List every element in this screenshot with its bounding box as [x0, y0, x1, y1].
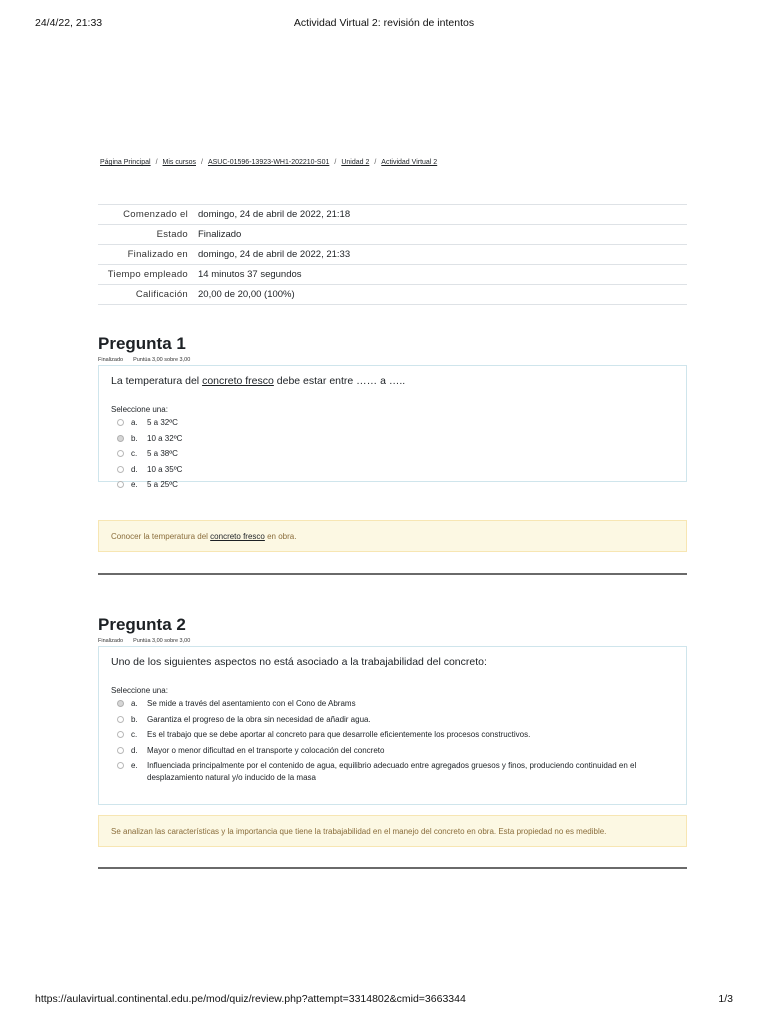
summary-row-state: [98, 225, 687, 245]
radio-button[interactable]: [117, 419, 124, 426]
summary-label: Finalizado en: [127, 249, 188, 260]
question-box: [98, 646, 687, 805]
answer-option[interactable]: [111, 433, 674, 449]
radio-button[interactable]: [117, 435, 124, 442]
question-text: Uno de los siguientes aspectos no está asociado a la trabajabilidad del concreto:: [111, 656, 487, 668]
answer-letter: b.: [131, 433, 138, 443]
answer-prompt: Seleccione una:: [111, 686, 168, 695]
answer-option[interactable]: [111, 714, 674, 730]
question-1: [98, 333, 687, 489]
radio-button[interactable]: [117, 481, 124, 488]
question-text-part: debe estar entre …… a …..: [273, 375, 406, 387]
question-status: Finalizado: [98, 357, 124, 363]
answer-letter: b.: [131, 714, 138, 724]
breadcrumb-course-link[interactable]: ASUC-01596-13923-WH1-202210-S01: [207, 159, 330, 166]
answer-list: [111, 698, 674, 784]
answer-list: [111, 417, 674, 495]
feedback-text-part: en obra.: [264, 531, 297, 541]
answer-text: 10 a 32ºC: [147, 433, 183, 443]
question-score: Puntúa 3,00 sobre 3,00: [133, 357, 191, 363]
question-feedback: [98, 520, 687, 552]
answer-text: Mayor o menor dificultad en el transporte y colocación del concreto: [147, 745, 385, 755]
answer-option[interactable]: [111, 698, 674, 714]
answer-text: Es el trabajo que se debe aportar al concreto para que desarrolle eficientemente los procesos constructivos.: [147, 730, 531, 739]
glossary-link[interactable]: concreto fresco: [210, 531, 265, 541]
radio-button[interactable]: [117, 450, 124, 457]
summary-label: Tiempo empleado: [107, 269, 188, 280]
summary-row-started: [98, 205, 687, 225]
question-title: Pregunta 2: [98, 615, 186, 634]
question-box: [98, 365, 687, 489]
summary-value: 20,00 de 20,00 (100%): [198, 289, 295, 300]
question-divider: [98, 867, 687, 869]
summary-value: 14 minutos 37 segundos: [198, 269, 302, 280]
answer-text: Se mide a través del asentamiento con el Cono de Abrams: [147, 699, 356, 708]
question-status: Finalizado: [98, 638, 124, 644]
breadcrumb: [100, 159, 437, 166]
radio-button[interactable]: [117, 762, 124, 769]
answer-option[interactable]: [111, 417, 674, 433]
breadcrumb-my-courses-link[interactable]: Mis cursos: [162, 159, 196, 166]
print-footer: [35, 993, 733, 1005]
feedback-text-part: Conocer la temperatura del: [111, 531, 211, 541]
answer-text: 5 a 32ºC: [147, 418, 178, 427]
answer-option[interactable]: [111, 448, 674, 464]
answer-letter: d.: [131, 745, 138, 755]
answer-letter: a.: [131, 418, 138, 427]
summary-label: Calificación: [135, 289, 188, 300]
answer-option[interactable]: [111, 479, 674, 495]
question-info: [98, 636, 687, 646]
answer-option[interactable]: [111, 760, 674, 784]
breadcrumb-separator: /: [334, 159, 337, 166]
print-url: https://aulavirtual.continental.edu.pe/mod/quiz/review.php?attempt=3314802&cmid=3663344: [35, 993, 466, 1005]
question-text-part: La temperatura del: [111, 375, 203, 387]
radio-button[interactable]: [117, 716, 124, 723]
breadcrumb-separator: /: [201, 159, 203, 166]
summary-value: domingo, 24 de abril de 2022, 21:18: [198, 209, 351, 220]
answer-option[interactable]: [111, 729, 674, 745]
summary-label: Comenzado el: [123, 209, 188, 220]
answer-letter: c.: [131, 449, 138, 458]
radio-button[interactable]: [117, 747, 124, 754]
answer-text: Garantiza el progreso de la obra sin necesidad de añadir agua.: [147, 714, 371, 724]
breadcrumb-home-link[interactable]: Página Principal: [100, 159, 151, 166]
summary-value: domingo, 24 de abril de 2022, 21:33: [198, 249, 351, 260]
answer-letter: c.: [131, 730, 138, 739]
feedback-text: Se analizan las características y la importancia que tiene la trabajabilidad en el manejo del concreto en obra. Esta propiedad no es medible.: [111, 826, 607, 836]
summary-row-grade: [98, 285, 687, 305]
answer-text: 5 a 25ºC: [147, 480, 178, 489]
summary-row-finished: [98, 245, 687, 265]
answer-letter: e.: [131, 761, 138, 770]
answer-text: Influenciada principalmente por el contenido de agua, equilibrio adecuado entre agregados gruesos y finos, produciendo continuidad en el desplazamiento natural y/o inducido de la masa: [147, 761, 637, 782]
question-divider: [98, 573, 687, 575]
print-header: [35, 17, 733, 29]
question-info: [98, 355, 687, 365]
question-2: [98, 614, 687, 805]
summary-value: Finalizado: [198, 229, 242, 240]
breadcrumb-separator: /: [374, 159, 377, 166]
answer-option[interactable]: [111, 745, 674, 761]
breadcrumb-separator: /: [155, 159, 158, 166]
print-page-number: 1/3: [718, 993, 733, 1005]
feedback-text: [111, 532, 296, 541]
answer-prompt: Seleccione una:: [111, 405, 168, 414]
radio-button[interactable]: [117, 731, 124, 738]
answer-letter: d.: [131, 464, 138, 474]
breadcrumb-unit-link[interactable]: Unidad 2: [341, 159, 370, 166]
radio-button[interactable]: [117, 700, 124, 707]
breadcrumb-activity-link[interactable]: Actividad Virtual 2: [381, 159, 438, 166]
answer-option[interactable]: [111, 464, 674, 480]
answer-letter: e.: [131, 480, 138, 489]
question-text: [111, 374, 674, 388]
answer-text: 10 a 35ºC: [147, 464, 183, 474]
question-score: Puntúa 3,00 sobre 3,00: [133, 638, 191, 644]
summary-label: Estado: [156, 229, 188, 240]
summary-row-time: [98, 265, 687, 285]
radio-button[interactable]: [117, 466, 124, 473]
answer-letter: a.: [131, 699, 138, 708]
print-title: Actividad Virtual 2: revisión de intentos: [293, 17, 475, 29]
attempt-summary-table: [98, 204, 687, 305]
question-title: Pregunta 1: [98, 334, 186, 353]
question-feedback: [98, 815, 687, 847]
answer-text: 5 a 38ºC: [147, 449, 178, 458]
glossary-link[interactable]: concreto fresco: [202, 375, 274, 387]
print-datetime: 24/4/22, 21:33: [35, 17, 103, 29]
